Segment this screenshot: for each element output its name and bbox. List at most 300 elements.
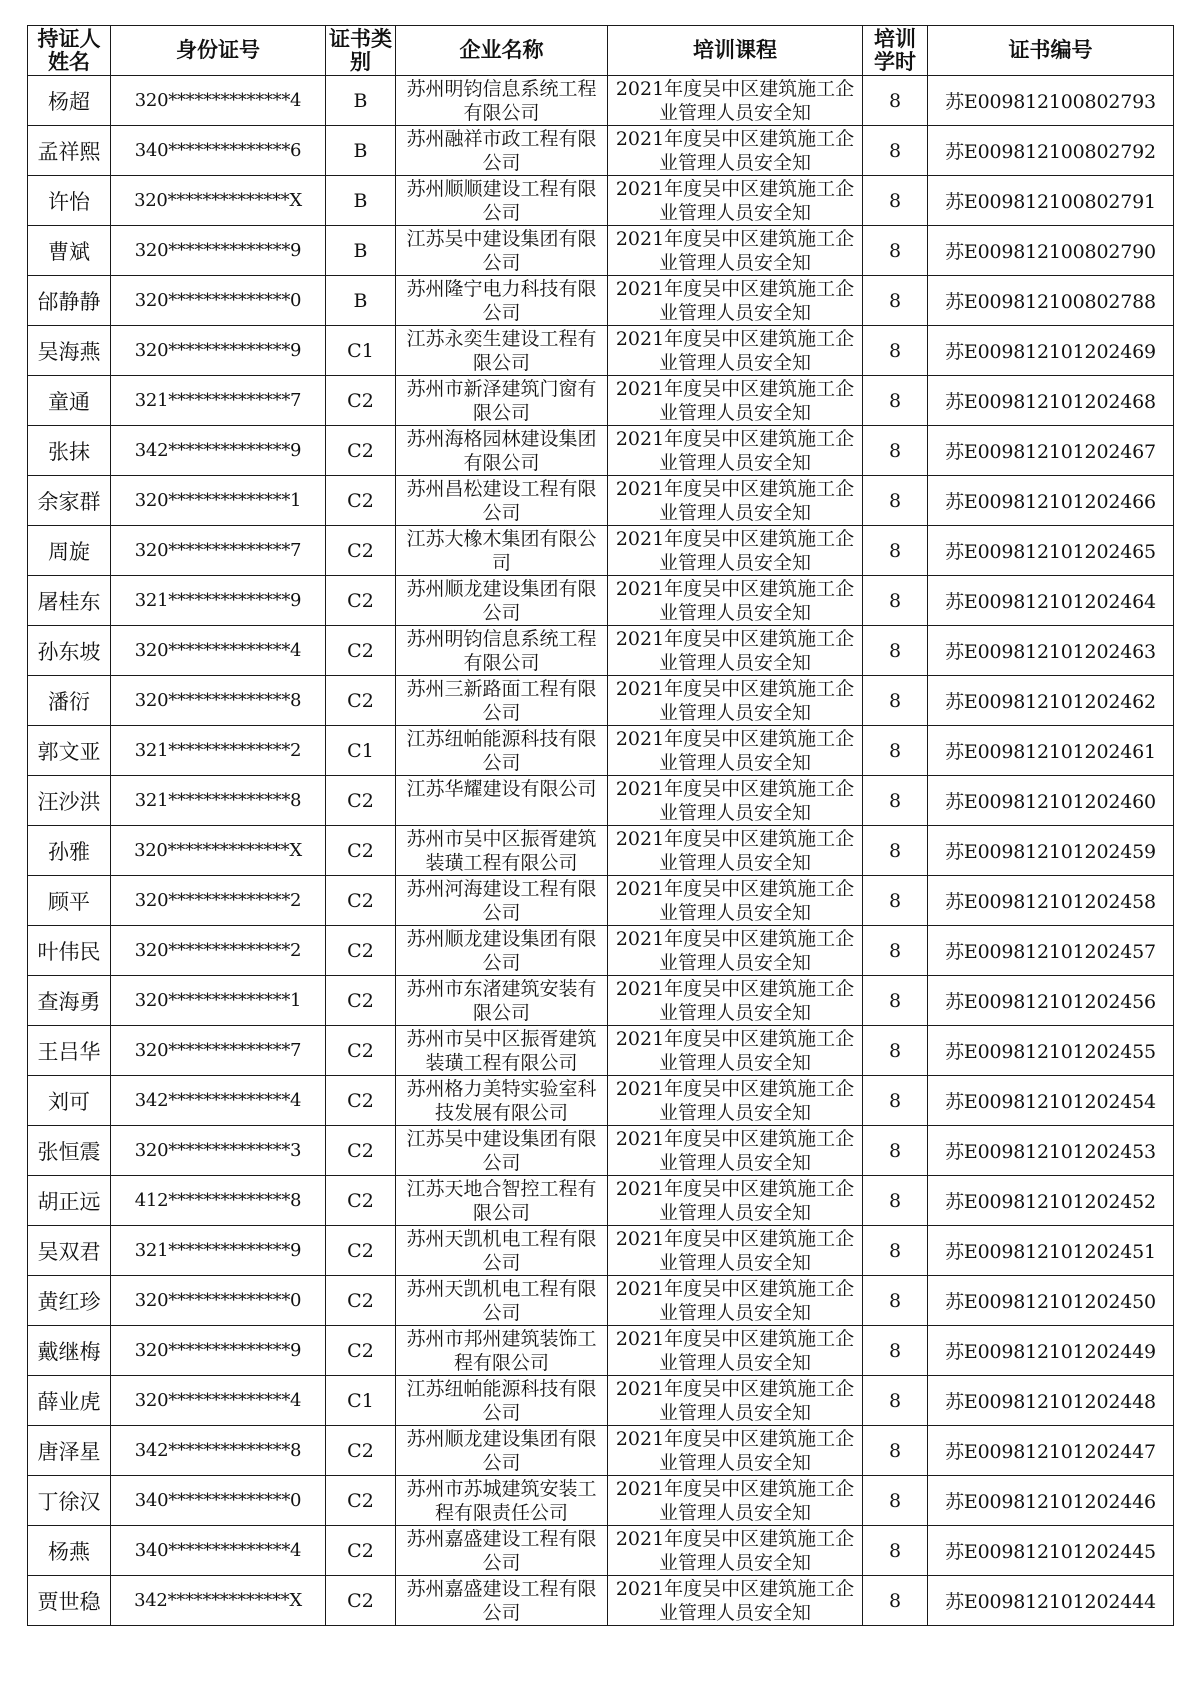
table-row [28, 576, 1174, 626]
cell-cert-number-text: 苏E009812101202457 [945, 941, 1156, 963]
cell-company-text: 苏州明钧信息系统工程有限公司 [406, 627, 597, 674]
cell-id-number [111, 526, 326, 576]
cell-company-text: 苏州三新路面工程有限公司 [406, 677, 597, 724]
cell-cert-number-text: 苏E009812101202451 [945, 1241, 1156, 1263]
cell-course-text: 2021年度吴中区建筑施工企业管理人员安全知 [615, 1277, 855, 1324]
cell-cert-type-text: C2 [347, 1039, 374, 1062]
cell-id-number [111, 676, 326, 726]
table-row [28, 1326, 1174, 1376]
cell-cert-number [928, 876, 1174, 926]
cell-course [608, 1176, 863, 1226]
cell-cert-number-text: 苏E009812101202448 [945, 1391, 1156, 1413]
table-row [28, 1226, 1174, 1276]
table-row [28, 476, 1174, 526]
cell-course [608, 1226, 863, 1276]
cell-company [396, 1226, 608, 1276]
cell-course [608, 1576, 863, 1626]
cell-hours-text: 8 [888, 1389, 902, 1412]
cell-course [608, 176, 863, 226]
cell-holder-name [28, 1026, 111, 1076]
cell-cert-type [326, 726, 396, 776]
cell-company [396, 876, 608, 926]
cell-cert-type [326, 976, 396, 1026]
cell-cert-number-text: 苏E009812101202469 [945, 341, 1156, 363]
cell-cert-number [928, 676, 1174, 726]
cell-hours-text: 8 [888, 1189, 902, 1212]
cell-id-number [111, 426, 326, 476]
cell-course-text: 2021年度吴中区建筑施工企业管理人员安全知 [615, 977, 855, 1024]
cell-holder-name [28, 826, 111, 876]
cell-company-text: 苏州明钧信息系统工程有限公司 [406, 77, 597, 124]
cell-holder-name [28, 626, 111, 676]
cell-cert-type-text: C2 [347, 1089, 374, 1112]
cell-hours-text: 8 [888, 1289, 902, 1312]
cell-cert-type [326, 576, 396, 626]
cell-company [396, 176, 608, 226]
cell-holder-name-text: 丁徐汉 [37, 1489, 101, 1514]
cell-holder-name-text: 吴海燕 [37, 339, 101, 364]
cell-holder-name-text: 吴双君 [37, 1239, 101, 1264]
cell-course [608, 126, 863, 176]
cell-cert-type-text: C2 [347, 989, 374, 1012]
cell-holder-name [28, 376, 111, 426]
cell-company [396, 1326, 608, 1376]
cell-holder-name-text: 汪沙洪 [37, 789, 101, 814]
header-cert-number: 证书编号 [928, 26, 1174, 76]
cell-cert-number-text: 苏E009812101202455 [945, 1041, 1156, 1063]
cell-cert-type-text: C2 [347, 639, 374, 662]
cell-cert-number-text: 苏E009812101202452 [945, 1191, 1156, 1213]
cell-company [396, 426, 608, 476]
cell-id-number-text: 320**************0 [134, 1290, 302, 1311]
cell-id-number-text: 340**************6 [134, 140, 302, 161]
header-holder-name: 持证人姓名 [28, 26, 111, 76]
cell-course-text: 2021年度吴中区建筑施工企业管理人员安全知 [615, 127, 855, 174]
table-row [28, 276, 1174, 326]
cell-id-number-text: 320**************0 [134, 290, 302, 311]
header-hours: 培训学时 [863, 26, 928, 76]
cell-id-number [111, 1476, 326, 1526]
cell-id-number [111, 726, 326, 776]
cell-company [396, 1426, 608, 1476]
header-id-number: 身份证号 [111, 26, 326, 76]
cell-course-text: 2021年度吴中区建筑施工企业管理人员安全知 [615, 177, 855, 224]
cell-id-number-text: 321**************7 [134, 390, 302, 411]
cell-company-text: 苏州海格园林建设集团有限公司 [406, 427, 597, 474]
cell-id-number [111, 76, 326, 126]
cell-holder-name-text: 唐泽星 [37, 1439, 101, 1464]
cell-company [396, 776, 608, 826]
cell-hours-text: 8 [888, 389, 902, 412]
cell-hours-text: 8 [888, 639, 902, 662]
cell-id-number-text: 320**************4 [134, 90, 302, 111]
cell-id-number-text: 342**************X [134, 1590, 302, 1611]
cell-hours [863, 1426, 928, 1476]
cell-cert-number-text: 苏E009812101202444 [945, 1591, 1156, 1613]
cell-company [396, 476, 608, 526]
cell-hours-text: 8 [888, 1539, 902, 1562]
cell-company [396, 126, 608, 176]
cell-company-text: 苏州天凯机电工程有限公司 [406, 1277, 597, 1324]
cell-id-number-text: 320**************1 [134, 990, 302, 1011]
table-row [28, 176, 1174, 226]
cell-course [608, 376, 863, 426]
cell-hours [863, 726, 928, 776]
cell-hours [863, 1376, 928, 1426]
cell-cert-number-text: 苏E009812101202467 [945, 441, 1156, 463]
cell-cert-number [928, 1076, 1174, 1126]
cell-company [396, 1126, 608, 1176]
cell-holder-name [28, 1076, 111, 1126]
cell-course [608, 326, 863, 376]
cell-company [396, 926, 608, 976]
cell-holder-name [28, 176, 111, 226]
cell-course-text: 2021年度吴中区建筑施工企业管理人员安全知 [615, 427, 855, 474]
cell-cert-number [928, 1526, 1174, 1576]
table-row [28, 376, 1174, 426]
table-row [28, 726, 1174, 776]
cell-holder-name [28, 576, 111, 626]
cell-cert-type-text: C2 [347, 589, 374, 612]
cell-cert-number [928, 1176, 1174, 1226]
cell-cert-type [326, 226, 396, 276]
cell-cert-type-text: C2 [347, 689, 374, 712]
cell-holder-name [28, 676, 111, 726]
cell-cert-type-text: C2 [347, 889, 374, 912]
cell-id-number-text: 412**************8 [134, 1190, 302, 1211]
cell-cert-number-text: 苏E009812101202445 [945, 1541, 1156, 1563]
cell-hours [863, 276, 928, 326]
cell-hours-text: 8 [888, 289, 902, 312]
cell-holder-name [28, 326, 111, 376]
table-row [28, 1126, 1174, 1176]
cell-id-number [111, 976, 326, 1026]
table-row [28, 1426, 1174, 1476]
cell-hours-text: 8 [888, 989, 902, 1012]
cell-hours [863, 526, 928, 576]
cell-id-number-text: 320**************2 [134, 940, 302, 961]
cell-hours [863, 1076, 928, 1126]
cell-hours-text: 8 [888, 539, 902, 562]
cell-company-text: 苏州河海建设工程有限公司 [406, 877, 597, 924]
cell-course [608, 726, 863, 776]
cell-cert-number [928, 1276, 1174, 1326]
cell-holder-name [28, 1526, 111, 1576]
cell-course-text: 2021年度吴中区建筑施工企业管理人员安全知 [615, 1577, 855, 1624]
cell-hours [863, 476, 928, 526]
cell-hours [863, 676, 928, 726]
cell-course-text: 2021年度吴中区建筑施工企业管理人员安全知 [615, 827, 855, 874]
cell-cert-number [928, 576, 1174, 626]
cell-holder-name [28, 1576, 111, 1626]
cell-hours-text: 8 [888, 189, 902, 212]
cell-company-text: 江苏永奕生建设工程有限公司 [406, 327, 597, 374]
cell-course-text: 2021年度吴中区建筑施工企业管理人员安全知 [615, 377, 855, 424]
cell-cert-type [326, 326, 396, 376]
cell-id-number-text: 320**************4 [134, 640, 302, 661]
cell-holder-name [28, 1126, 111, 1176]
cell-cert-number [928, 1376, 1174, 1426]
cell-id-number-text: 342**************9 [134, 440, 302, 461]
cell-id-number-text: 320**************X [134, 840, 302, 861]
cell-holder-name-text: 曹斌 [48, 239, 90, 264]
cell-holder-name [28, 726, 111, 776]
cell-holder-name-text: 童通 [48, 389, 90, 414]
cell-company [396, 1526, 608, 1576]
cell-cert-number-text: 苏E009812101202459 [945, 841, 1156, 863]
cell-id-number-text: 320**************9 [134, 1340, 302, 1361]
cell-cert-type [326, 526, 396, 576]
cell-holder-name [28, 1226, 111, 1276]
cell-course [608, 926, 863, 976]
cell-course-text: 2021年度吴中区建筑施工企业管理人员安全知 [615, 1427, 855, 1474]
cell-holder-name [28, 876, 111, 926]
cell-holder-name-text: 王吕华 [37, 1039, 101, 1064]
cell-id-number-text: 342**************4 [134, 1090, 302, 1111]
cell-holder-name-text: 薛业虎 [37, 1389, 101, 1414]
cell-hours [863, 376, 928, 426]
cell-company-text: 苏州市新泽建筑门窗有限公司 [406, 377, 597, 424]
table-row [28, 126, 1174, 176]
cell-holder-name [28, 476, 111, 526]
cell-company [396, 1576, 608, 1626]
cell-cert-number-text: 苏E009812101202466 [945, 491, 1156, 513]
cell-cert-number [928, 426, 1174, 476]
cell-hours-text: 8 [888, 139, 902, 162]
cell-cert-number-text: 苏E009812101202460 [945, 791, 1156, 813]
cell-company-text: 苏州格力美特实验室科技发展有限公司 [406, 1077, 597, 1124]
cell-course [608, 676, 863, 726]
cell-company-text: 苏州顺顺建设工程有限公司 [406, 177, 597, 224]
cell-cert-number-text: 苏E009812100802792 [945, 141, 1156, 163]
cell-cert-type [326, 126, 396, 176]
cell-hours [863, 926, 928, 976]
cell-cert-number [928, 1576, 1174, 1626]
cell-company [396, 226, 608, 276]
cell-cert-number [928, 976, 1174, 1026]
cell-hours [863, 426, 928, 476]
cell-cert-type [326, 1176, 396, 1226]
cell-course-text: 2021年度吴中区建筑施工企业管理人员安全知 [615, 1377, 855, 1424]
cell-cert-number-text: 苏E009812101202468 [945, 391, 1156, 413]
cell-cert-number [928, 526, 1174, 576]
cell-hours [863, 1026, 928, 1076]
cell-holder-name-text: 杨燕 [48, 1539, 90, 1564]
cell-cert-number [928, 226, 1174, 276]
cell-company-text: 苏州天凯机电工程有限公司 [406, 1227, 597, 1274]
cell-holder-name [28, 276, 111, 326]
cell-cert-type [326, 76, 396, 126]
cell-id-number [111, 1126, 326, 1176]
cell-cert-type-text: C2 [347, 1439, 374, 1462]
cell-cert-type [326, 1226, 396, 1276]
cell-id-number [111, 1226, 326, 1276]
cell-hours [863, 326, 928, 376]
cell-holder-name [28, 926, 111, 976]
cell-hours [863, 1226, 928, 1276]
cell-company [396, 1476, 608, 1526]
cell-id-number [111, 326, 326, 376]
cell-hours [863, 976, 928, 1026]
cell-company-text: 苏州市东渚建筑安装有限公司 [406, 977, 597, 1024]
cell-id-number [111, 1326, 326, 1376]
cell-holder-name [28, 226, 111, 276]
cell-course [608, 426, 863, 476]
cell-cert-number-text: 苏E009812100802793 [945, 91, 1156, 113]
cell-cert-number-text: 苏E009812101202456 [945, 991, 1156, 1013]
cell-hours-text: 8 [888, 1589, 902, 1612]
table-row [28, 326, 1174, 376]
cell-company-text: 江苏吴中建设集团有限公司 [406, 227, 597, 274]
cell-company [396, 376, 608, 426]
cell-cert-type-text: C2 [347, 789, 374, 812]
cell-id-number-text: 340**************4 [134, 1540, 302, 1561]
cell-course-text: 2021年度吴中区建筑施工企业管理人员安全知 [615, 627, 855, 674]
table-row [28, 1476, 1174, 1526]
header-row [28, 26, 1174, 76]
cell-holder-name [28, 1276, 111, 1326]
cell-holder-name [28, 1426, 111, 1476]
table-row [28, 76, 1174, 126]
cell-course-text: 2021年度吴中区建筑施工企业管理人员安全知 [615, 277, 855, 324]
cell-hours-text: 8 [888, 1239, 902, 1262]
cell-course [608, 1426, 863, 1476]
cell-cert-type [326, 776, 396, 826]
cell-cert-number-text: 苏E009812101202449 [945, 1341, 1156, 1363]
cell-cert-number-text: 苏E009812101202447 [945, 1441, 1156, 1463]
cell-id-number [111, 1576, 326, 1626]
cell-cert-number [928, 826, 1174, 876]
cell-hours [863, 1576, 928, 1626]
cell-hours-text: 8 [888, 1139, 902, 1162]
cell-company [396, 526, 608, 576]
cell-id-number-text: 320**************2 [134, 890, 302, 911]
cell-hours-text: 8 [888, 1089, 902, 1112]
table-row [28, 976, 1174, 1026]
cell-cert-type [326, 676, 396, 726]
cell-cert-number [928, 776, 1174, 826]
cell-cert-type-text: C2 [347, 1589, 374, 1612]
cell-course [608, 226, 863, 276]
cell-id-number-text: 320**************1 [134, 490, 302, 511]
cell-cert-number-text: 苏E009812101202446 [945, 1491, 1156, 1513]
table-row [28, 1026, 1174, 1076]
cell-cert-type-text: C2 [347, 439, 374, 462]
cell-cert-type [326, 1276, 396, 1326]
cell-cert-type [326, 1376, 396, 1426]
cell-course [608, 1076, 863, 1126]
cell-course-text: 2021年度吴中区建筑施工企业管理人员安全知 [615, 877, 855, 924]
cell-hours-text: 8 [888, 1039, 902, 1062]
cell-course [608, 1476, 863, 1526]
cell-course [608, 1026, 863, 1076]
table-row [28, 1276, 1174, 1326]
cell-cert-number [928, 476, 1174, 526]
cell-cert-type [326, 276, 396, 326]
cell-cert-number [928, 126, 1174, 176]
cell-company-text: 苏州嘉盛建设工程有限公司 [406, 1577, 597, 1624]
cell-id-number-text: 320**************X [134, 190, 302, 211]
cell-id-number [111, 1026, 326, 1076]
cell-id-number-text: 320**************9 [134, 340, 302, 361]
cell-holder-name-text: 邰静静 [37, 289, 101, 314]
cell-company [396, 726, 608, 776]
header-course: 培训课程 [608, 26, 863, 76]
cell-cert-type-text: C2 [347, 1239, 374, 1262]
cell-hours [863, 576, 928, 626]
cell-company [396, 326, 608, 376]
cell-id-number [111, 626, 326, 676]
cell-cert-type-text: C2 [347, 1539, 374, 1562]
cell-hours [863, 76, 928, 126]
cell-id-number [111, 1376, 326, 1426]
cell-hours [863, 1176, 928, 1226]
cell-cert-type [326, 1426, 396, 1476]
cell-holder-name [28, 126, 111, 176]
cell-course [608, 626, 863, 676]
table-row [28, 1576, 1174, 1626]
cell-course-text: 2021年度吴中区建筑施工企业管理人员安全知 [615, 927, 855, 974]
cell-cert-type-text: C2 [347, 1339, 374, 1362]
cell-course-text: 2021年度吴中区建筑施工企业管理人员安全知 [615, 227, 855, 274]
cell-hours [863, 1126, 928, 1176]
cell-holder-name [28, 426, 111, 476]
cell-company [396, 1376, 608, 1426]
cell-id-number [111, 226, 326, 276]
cell-hours-text: 8 [888, 789, 902, 812]
cell-holder-name [28, 1476, 111, 1526]
cell-company-text: 苏州融祥市政工程有限公司 [406, 127, 597, 174]
cell-cert-number [928, 1326, 1174, 1376]
cell-cert-type [326, 876, 396, 926]
cell-cert-number [928, 276, 1174, 326]
cell-course-text: 2021年度吴中区建筑施工企业管理人员安全知 [615, 327, 855, 374]
cell-cert-number-text: 苏E009812101202454 [945, 1091, 1156, 1113]
cell-cert-number-text: 苏E009812100802790 [945, 241, 1156, 263]
cell-cert-type [326, 426, 396, 476]
cell-cert-number-text: 苏E009812101202453 [945, 1141, 1156, 1163]
cell-id-number-text: 320**************3 [134, 1140, 302, 1161]
cell-id-number [111, 176, 326, 226]
cell-id-number [111, 576, 326, 626]
cell-hours-text: 8 [888, 939, 902, 962]
cell-hours-text: 8 [888, 1439, 902, 1462]
cell-course-text: 2021年度吴中区建筑施工企业管理人员安全知 [615, 1527, 855, 1574]
cell-holder-name-text: 许怡 [48, 189, 90, 214]
cell-hours [863, 126, 928, 176]
table-row [28, 1176, 1174, 1226]
cell-id-number-text: 342**************8 [134, 1440, 302, 1461]
cell-cert-number [928, 1126, 1174, 1176]
cell-company [396, 1076, 608, 1126]
cell-cert-number-text: 苏E009812101202461 [945, 741, 1156, 763]
cell-id-number-text: 321**************9 [134, 590, 302, 611]
cell-hours-text: 8 [888, 489, 902, 512]
cell-id-number-text: 320**************4 [134, 1390, 302, 1411]
cell-course [608, 1326, 863, 1376]
cell-company-text: 江苏纽帕能源科技有限公司 [406, 727, 597, 774]
cell-course [608, 826, 863, 876]
cell-holder-name-text: 孟祥熙 [37, 139, 101, 164]
cell-company [396, 1026, 608, 1076]
cell-cert-number-text: 苏E009812100802791 [945, 191, 1156, 213]
cell-id-number-text: 321**************8 [134, 790, 302, 811]
cell-id-number-text: 321**************2 [134, 740, 302, 761]
cell-hours-text: 8 [888, 339, 902, 362]
cell-holder-name-text: 孙东坡 [37, 639, 101, 664]
cell-course [608, 1526, 863, 1576]
cell-id-number [111, 826, 326, 876]
